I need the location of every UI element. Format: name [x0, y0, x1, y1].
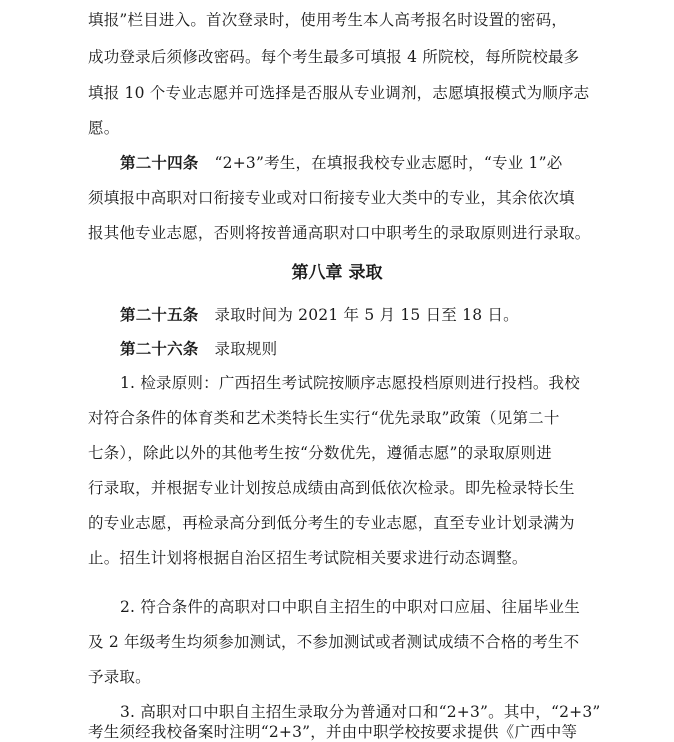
chapter-heading: 第八章 录取	[291, 263, 383, 283]
article-25-text: 录取时间为 2021 年 5 月 15 日至 18 日。	[214, 306, 519, 324]
rule-1-line-3: 七条），除此以外的其他考生按“分数优先，遵循志愿”的录取原则进	[88, 444, 552, 462]
paragraph-1-line-4: 愿。	[88, 119, 120, 137]
article-24-first-line	[120, 153, 562, 173]
rule-2-line-2: 及 2 年级考生均须参加测试，不参加测试或者测试成绩不合格的考生不	[88, 633, 580, 651]
rule-1-line-6: 止。招生计划将根据自治区招生考试院相关要求进行动态调整。	[88, 549, 528, 567]
article-26	[120, 339, 277, 359]
rule-2-line-3: 予录取。	[88, 668, 151, 686]
rule-1-line-5: 的专业志愿，再检录高分到低分考生的专业志愿，直至专业计划录满为	[88, 514, 575, 532]
rule-1-line-2: 对符合条件的体育类和艺术类特长生实行“优先录取”政策（见第二十	[88, 409, 560, 427]
article-24-line-2: 须填报中高职对口衔接专业或对口衔接专业大类中的专业，其余依次填	[88, 189, 575, 207]
rule-1-line-4: 行录取，并根据专业计划按总成绩由高到低依次检录。即先检录特长生	[88, 479, 575, 497]
article-24-label: 第二十四条	[120, 153, 199, 172]
paragraph-1-line-2: 成功登录后须修改密码。每个考生最多可填报 4 所院校，每所院校最多	[88, 48, 580, 66]
rule-3-line-2: 考生须经我校备案时注明“2+3”，并由中职学校按要求提供《广西中等	[88, 723, 578, 741]
article-26-text: 录取规则	[214, 340, 278, 358]
rule-3-line-1: 3. 高职对口中职自主招生录取分为普通对口和“2+3”。其中，“2+3”	[120, 703, 601, 721]
rule-2-line-1: 2. 符合条件的高职对口中职自主招生的中职对口应届、往届毕业生	[120, 598, 580, 616]
paragraph-1-line-1: 填报”栏目进入。首次登录时，使用考生本人高考报名时设置的密码，	[88, 11, 568, 29]
rule-1-line-1: 1. 检录原则：广西招生考试院按顺序志愿投档原则进行投档。我校	[120, 374, 580, 392]
article-25	[120, 305, 519, 325]
article-25-label: 第二十五条	[120, 305, 199, 324]
paragraph-1-line-3: 填报 10 个专业志愿并可选择是否服从专业调剂，志愿填报模式为顺序志	[88, 84, 590, 102]
article-24-line-3: 报其他专业志愿，否则将按普通高职对口中职考生的录取原则进行录取。	[88, 224, 591, 242]
article-26-label: 第二十六条	[120, 339, 199, 358]
article-24-text: “2+3”考生，在填报我校专业志愿时，“专业 1”必	[214, 154, 563, 172]
